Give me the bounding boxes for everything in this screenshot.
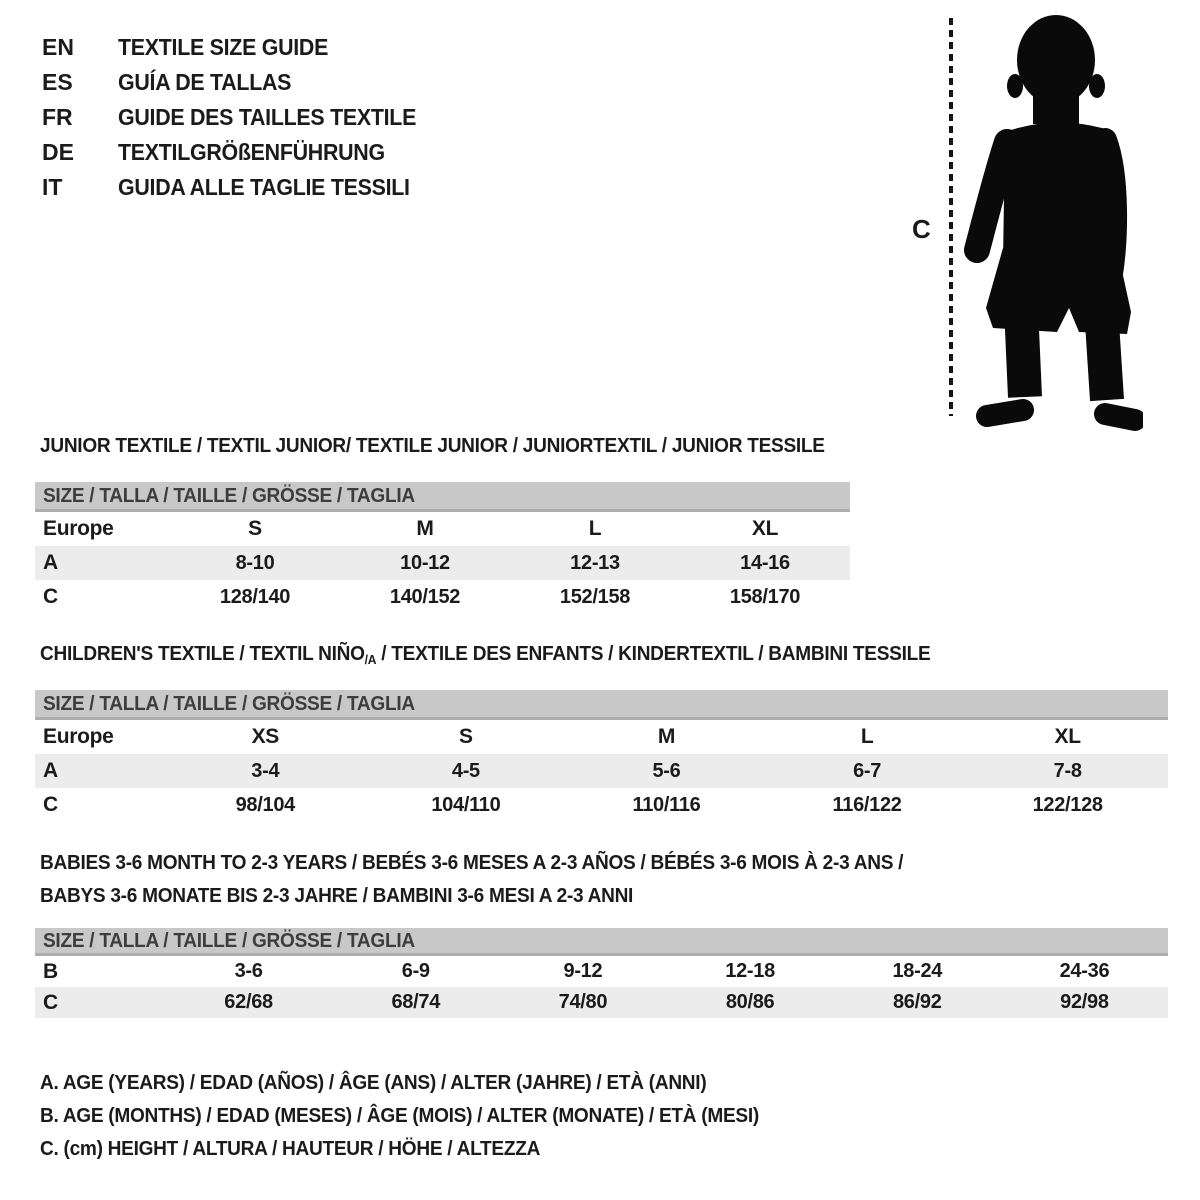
- language-row-es: [42, 65, 439, 100]
- legend-line-c-text: C. (cm) HEIGHT / ALTURA / HAUTEUR / HÖHE / ALTEZZA: [40, 1136, 541, 1160]
- children-region-row: [35, 720, 1168, 754]
- row-label-cell: A: [43, 551, 58, 574]
- children-section-title: [40, 642, 997, 666]
- region-label-cell: Europe: [43, 725, 114, 748]
- size-header-label: SIZE / TALLA / TAILLE / GRÖSSE / TAGLIA: [43, 691, 415, 715]
- junior-section-title: [40, 434, 884, 458]
- junior-row-c: [35, 580, 850, 614]
- language-list: [42, 30, 439, 205]
- junior-row-a: [35, 546, 850, 580]
- junior-size-table: [35, 482, 850, 614]
- value-cell: 98/104: [235, 793, 295, 816]
- value-cell: 12-13: [570, 551, 620, 574]
- size-cell: XL: [1054, 725, 1081, 748]
- value-cell: 3-6: [234, 960, 263, 982]
- value-cell: 152/158: [559, 585, 631, 608]
- size-header-label: SIZE / TALLA / TAILLE / GRÖSSE / TAGLIA: [43, 483, 415, 507]
- size-header-label: SIZE / TALLA / TAILLE / GRÖSSE / TAGLIA: [43, 928, 415, 952]
- children-section-title-text: [40, 642, 930, 666]
- value-cell: 6-9: [401, 960, 430, 982]
- region-label-cell: Europe: [43, 517, 114, 540]
- legend-line-b: [40, 1099, 813, 1132]
- language-title: TEXTILE SIZE GUIDE: [118, 34, 329, 60]
- value-cell: 10-12: [400, 551, 450, 574]
- value-cell: 6-7: [853, 759, 882, 782]
- height-measure-label: C: [912, 214, 931, 244]
- value-cell: 158/170: [729, 585, 801, 608]
- height-measure-dashed-line: [949, 18, 953, 416]
- value-cell: 104/110: [431, 793, 501, 816]
- babies-row-b: [35, 956, 1168, 987]
- babies-row-c: [35, 987, 1168, 1018]
- legend-line-b-text: B. AGE (MONTHS) / EDAD (MESES) / ÂGE (MOIS) / ALTER (MONATE) / ETÀ (MESI): [40, 1103, 759, 1127]
- size-cell: L: [860, 725, 874, 748]
- babies-section-title-line1: [40, 851, 968, 875]
- junior-region-row: [35, 512, 850, 546]
- size-cell: M: [657, 725, 676, 748]
- value-cell: 140/152: [389, 585, 461, 608]
- size-header-bar: [35, 482, 850, 512]
- language-title: GUIDA ALLE TAGLIE TESSILI: [118, 174, 410, 200]
- value-cell: 122/128: [1032, 793, 1103, 816]
- language-code: EN: [42, 34, 74, 60]
- junior-section-title-text: JUNIOR TEXTILE / TEXTIL JUNIOR/ TEXTILE JUNIOR / JUNIORTEXTIL / JUNIOR TESSILE: [40, 434, 825, 457]
- legend-line-a: [40, 1066, 813, 1099]
- value-cell: 18-24: [892, 960, 943, 982]
- babies-size-table: [35, 928, 1168, 1018]
- language-title: GUIDE DES TAILLES TEXTILE: [118, 104, 417, 130]
- children-title-pre: CHILDREN'S TEXTILE / TEXTIL NIÑO: [40, 642, 365, 665]
- size-cell: S: [248, 517, 262, 540]
- size-cell: S: [459, 725, 473, 748]
- row-label-cell: A: [43, 759, 58, 782]
- children-row-a: [35, 754, 1168, 788]
- legend: [40, 1066, 813, 1165]
- language-row-it: [42, 170, 439, 205]
- babies-title-line2-text: BABYS 3-6 MONATE BIS 2-3 JAHRE / BAMBINI 3-6 MESI A 2-3 ANNI: [40, 884, 634, 907]
- legend-line-a-text: A. AGE (YEARS) / EDAD (AÑOS) / ÂGE (ANS) / ALTER (JAHRE) / ETÀ (ANNI): [40, 1070, 707, 1094]
- language-code: FR: [42, 104, 73, 130]
- size-cell: XL: [751, 517, 779, 540]
- language-row-fr: [42, 100, 439, 135]
- size-cell: L: [588, 517, 602, 540]
- children-title-sub: /A: [364, 652, 377, 667]
- toddler-silhouette-shapes: [977, 15, 1135, 420]
- value-cell: 128/140: [219, 585, 291, 608]
- size-cell: XS: [251, 725, 279, 748]
- value-cell: 86/92: [892, 991, 942, 1013]
- value-cell: 9-12: [563, 960, 603, 982]
- value-cell: 3-4: [251, 759, 280, 782]
- toddler-silhouette-icon: [957, 12, 1143, 436]
- size-header-bar: [35, 928, 1168, 956]
- value-cell: 80/86: [725, 991, 775, 1013]
- value-cell: 74/80: [558, 991, 608, 1013]
- value-cell: 8-10: [235, 551, 275, 574]
- value-cell: 24-36: [1059, 960, 1110, 982]
- value-cell: 14-16: [740, 551, 790, 574]
- babies-title-line1-text: BABIES 3-6 MONTH TO 2-3 YEARS / BEBÉS 3-6 MESES A 2-3 AÑOS / BÉBÉS 3-6 MOIS À 2-3 ANS /: [40, 851, 904, 874]
- children-size-table: [35, 690, 1168, 822]
- language-code: IT: [42, 174, 63, 200]
- size-cell: M: [416, 517, 434, 540]
- value-cell: 4-5: [451, 759, 480, 782]
- value-cell: 110/116: [632, 793, 701, 816]
- row-label-cell: C: [43, 990, 58, 1014]
- value-cell: 5-6: [652, 759, 681, 782]
- value-cell: 62/68: [224, 991, 273, 1013]
- legend-line-c: [40, 1132, 813, 1165]
- children-title-post: / TEXTILE DES ENFANTS / KINDERTEXTIL / BAMBINI TESSILE: [376, 642, 931, 665]
- value-cell: 116/122: [832, 793, 902, 816]
- language-title: TEXTILGRÖßENFÜHRUNG: [118, 139, 385, 165]
- language-row-en: [42, 30, 439, 65]
- language-code: ES: [42, 69, 73, 95]
- value-cell: 12-18: [725, 960, 775, 982]
- value-cell: 68/74: [391, 991, 441, 1013]
- value-cell: 92/98: [1060, 991, 1109, 1013]
- size-header-bar: [35, 690, 1168, 720]
- row-label-cell: C: [43, 585, 58, 608]
- language-row-de: [42, 135, 439, 170]
- row-label-cell: B: [43, 959, 58, 983]
- children-row-c: [35, 788, 1168, 822]
- babies-section-title-line2: [40, 884, 678, 908]
- row-label-cell: C: [43, 793, 58, 816]
- language-code: DE: [42, 139, 74, 165]
- value-cell: 7-8: [1053, 759, 1082, 782]
- language-title: GUÍA DE TALLAS: [118, 69, 292, 95]
